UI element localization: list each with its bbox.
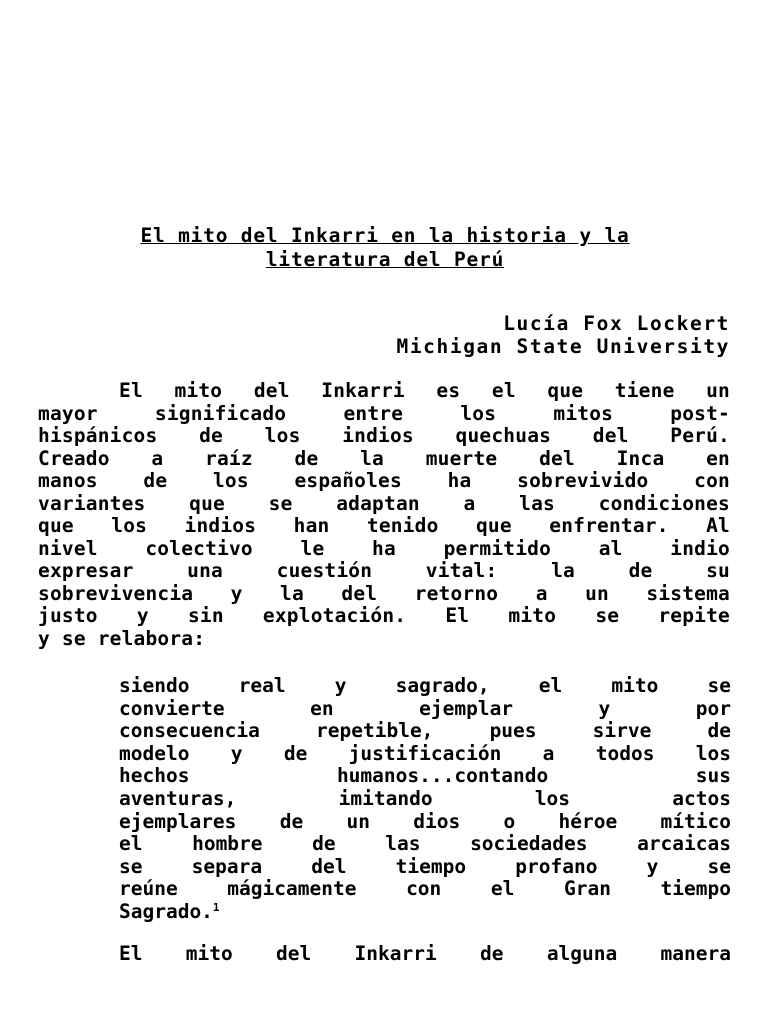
- quote-line: se separa del tiempo profano y se: [119, 854, 731, 878]
- quote-line: reúne mágicamente con el Gran tiempo: [119, 877, 731, 901]
- quote-last-line: [119, 901, 731, 924]
- quote-line: Sagrado.: [119, 899, 213, 923]
- quote-line: hechos humanos...contando sus: [119, 764, 731, 788]
- quote-line: aventuras, imitando los actos: [119, 786, 731, 810]
- article-title: [40, 224, 730, 272]
- block-quote: [119, 675, 731, 924]
- quote-line: modelo y de justificación a todos los: [119, 741, 731, 765]
- paragraph-line: El mito del Inkarri de alguna manera: [119, 942, 731, 965]
- paragraph-line: manos de los españoles ha sobrevivido con: [38, 469, 730, 492]
- title-line-1: El mito del Inkarri en la historia y la: [140, 224, 630, 247]
- paragraph-line: variantes que se adaptan a las condiciones: [38, 491, 730, 515]
- quote-line: siendo real y sagrado, el mito se: [119, 674, 731, 697]
- quote-line: convierte en ejemplar y por: [119, 696, 731, 720]
- footnote-marker: 1: [212, 900, 220, 914]
- title-line-2: literatura del Perú: [265, 248, 505, 271]
- paragraph-line: mayor significado entre los mitos post-: [38, 401, 730, 425]
- paragraph-2: [119, 943, 731, 966]
- author-name: Lucía Fox Lockert: [503, 312, 730, 335]
- quote-line: ejemplares de un dios o héroe mítico: [119, 809, 731, 833]
- paragraph-line: sobrevivencia y la del retorno a un sistema: [38, 581, 730, 605]
- paragraph-line: justo y sin explotación. El mito se repite: [38, 604, 730, 627]
- paragraph-line: Creado a raíz de la muerte del Inca en: [38, 446, 730, 470]
- author-affiliation: Michigan State University: [396, 335, 730, 358]
- author-block: [397, 312, 731, 358]
- paragraph-line: nivel colectivo le ha permitido al indio: [38, 536, 730, 560]
- paragraph-line: y se relabora:: [38, 626, 206, 650]
- paragraph-line: El mito del Inkarri es el que tiene un: [119, 379, 730, 402]
- paragraph-1: [38, 380, 730, 650]
- paragraph-line: hispánicos de los indios quechuas del Perú.: [38, 424, 730, 447]
- paragraph-line: que los indios han tenido que enfrentar. Al: [38, 514, 730, 537]
- quote-line: el hombre de las sociedades arcaicas: [119, 832, 731, 856]
- quote-line: consecuencia repetible, pues sirve de: [119, 719, 731, 743]
- paragraph-line: expresar una cuestión vital: la de su: [38, 559, 730, 582]
